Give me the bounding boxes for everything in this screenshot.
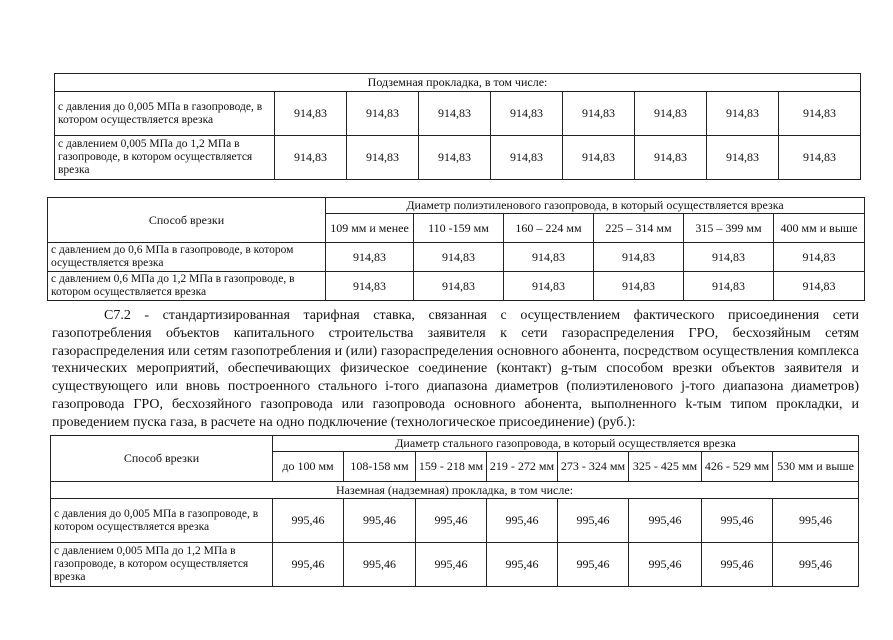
row-label: с давлением до 0,6 МПа в газопроводе, в котором осуществляется врезка <box>48 243 326 272</box>
diameter-header: Диаметр стального газопровода, в который осуществляется врезка <box>273 436 859 452</box>
table-row <box>51 499 859 543</box>
value-cell: 914,83 <box>774 272 865 301</box>
value-cell: 914,83 <box>275 136 347 180</box>
column-header: 160 – 224 мм <box>504 214 594 243</box>
value-cell: 914,83 <box>347 92 419 136</box>
column-header: 159 - 218 мм <box>416 452 487 482</box>
value-cell: 914,83 <box>414 243 504 272</box>
column-header: 108-158 мм <box>344 452 416 482</box>
value-cell: 995,46 <box>629 499 702 543</box>
value-cell: 914,83 <box>707 92 779 136</box>
value-cell: 914,83 <box>347 136 419 180</box>
row-label: с давления до 0,005 МПа в газопроводе, в котором осуществляется врезка <box>51 499 273 543</box>
value-cell: 995,46 <box>416 499 487 543</box>
polyethylene-pipe-table <box>47 197 865 301</box>
value-cell: 914,83 <box>707 136 779 180</box>
underground-laying-table <box>54 73 861 180</box>
value-cell: 914,83 <box>563 92 635 136</box>
value-cell: 914,83 <box>594 272 684 301</box>
method-header: Способ врезки <box>51 436 273 482</box>
value-cell: 914,83 <box>275 92 347 136</box>
value-cell: 995,46 <box>629 543 702 587</box>
column-header: до 100 мм <box>273 452 344 482</box>
value-cell: 995,46 <box>702 543 773 587</box>
value-cell: 995,46 <box>558 543 629 587</box>
table-row <box>48 272 865 301</box>
tariff-description-paragraph <box>52 307 859 432</box>
value-cell: 914,83 <box>635 136 707 180</box>
value-cell: 995,46 <box>344 499 416 543</box>
value-cell: 995,46 <box>773 499 859 543</box>
value-cell: 914,83 <box>419 92 491 136</box>
column-header: 315 – 399 мм <box>684 214 774 243</box>
row-label: с давления до 0,005 МПа в газопроводе, в котором осуществляется врезка <box>55 92 275 136</box>
value-cell: 995,46 <box>487 499 558 543</box>
section-header: Подземная прокладка, в том числе: <box>55 74 861 92</box>
table-row <box>48 243 865 272</box>
value-cell: 914,83 <box>419 136 491 180</box>
value-cell: 995,46 <box>416 543 487 587</box>
value-cell: 995,46 <box>273 543 344 587</box>
steel-pipe-table <box>50 435 859 587</box>
value-cell: 995,46 <box>558 499 629 543</box>
table-row <box>51 543 859 587</box>
row-label: с давлением 0,005 МПа до 1,2 МПа в газопроводе, в котором осуществляется врезка <box>51 543 273 587</box>
value-cell: 914,83 <box>504 272 594 301</box>
value-cell: 914,83 <box>414 272 504 301</box>
value-cell: 914,83 <box>504 243 594 272</box>
value-cell: 995,46 <box>487 543 558 587</box>
column-header: 109 мм и менее <box>326 214 414 243</box>
value-cell: 914,83 <box>684 243 774 272</box>
row-label: с давлением 0,6 МПа до 1,2 МПа в газопроводе, в котором осуществляется врезка <box>48 272 326 301</box>
value-cell: 995,46 <box>773 543 859 587</box>
value-cell: 914,83 <box>779 136 861 180</box>
value-cell: 914,83 <box>779 92 861 136</box>
value-cell: 914,83 <box>563 136 635 180</box>
value-cell: 914,83 <box>594 243 684 272</box>
column-header: 110 -159 мм <box>414 214 504 243</box>
column-header: 225 – 314 мм <box>594 214 684 243</box>
method-header: Способ врезки <box>48 198 326 243</box>
value-cell: 914,83 <box>326 272 414 301</box>
table-row <box>55 92 861 136</box>
value-cell: 914,83 <box>491 136 563 180</box>
column-header: 400 мм и выше <box>774 214 865 243</box>
value-cell: 995,46 <box>273 499 344 543</box>
column-header: 219 - 272 мм <box>487 452 558 482</box>
value-cell: 995,46 <box>702 499 773 543</box>
column-header: 426 - 529 мм <box>702 452 773 482</box>
value-cell: 914,83 <box>684 272 774 301</box>
section-header: Наземная (надземная) прокладка, в том числе: <box>51 482 859 499</box>
value-cell: 914,83 <box>491 92 563 136</box>
table-row <box>55 136 861 180</box>
column-header: 325 - 425 мм <box>629 452 702 482</box>
value-cell: 914,83 <box>326 243 414 272</box>
value-cell: 914,83 <box>635 92 707 136</box>
paragraph-text: С7.2 - стандартизированная тарифная ставка, связанная с осуществлением фактического присоединения сети газопотребления объектов капитального строительства заявителя к сети газораспределения ГРО, бесхозяйным сетям газораспределения или сетям газопотребления и (или) газораспределения основного абонента, посредством осуществления комплекса технических мероприятий, обеспечивающих физическое соединение (контакт) g-тым способом врезки объектов заявителя и существующего или вновь построенного стального i-того диапазона диаметров (полиэтиленового j-того диапазона диаметров) газопровода ГРО, бесхозяйного газопровода или газопровода основного абонента, выполненного k-тым типом прокладки, и проведением пуска газа, в расчете на одно подключение (технологическое присоединение) (руб.): <box>52 308 859 430</box>
column-header: 273 - 324 мм <box>558 452 629 482</box>
value-cell: 914,83 <box>774 243 865 272</box>
value-cell: 995,46 <box>344 543 416 587</box>
diameter-header: Диаметр полиэтиленового газопровода, в который осуществляется врезка <box>326 198 865 214</box>
column-header: 530 мм и выше <box>773 452 859 482</box>
row-label: с давлением 0,005 МПа до 1,2 МПа в газопроводе, в котором осуществляется врезка <box>55 136 275 180</box>
